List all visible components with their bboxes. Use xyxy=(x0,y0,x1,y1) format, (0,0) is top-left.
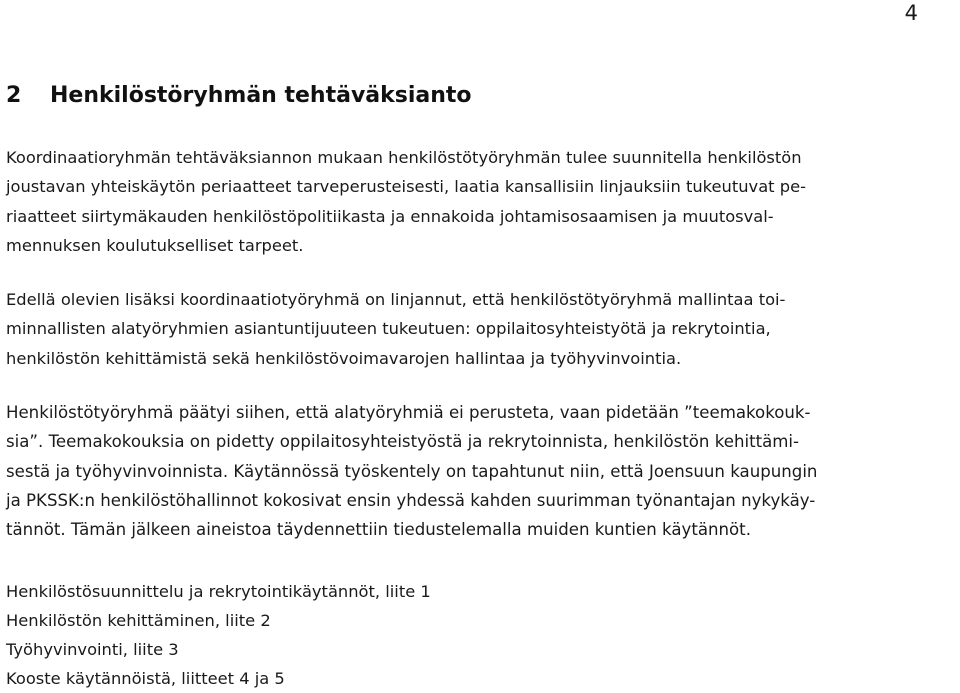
text-line: ja PKSSK:n henkilöstöhallinnot kokosivat ensin yhdessä kahden suurimman työnantajan nykykäy- xyxy=(6,490,816,510)
appendix-item: Kooste käytännöistä, liitteet 4 ja 5 xyxy=(6,669,285,688)
paragraph-3 xyxy=(6,398,956,544)
section-title: Henkilöstöryhmän tehtäväksianto xyxy=(50,83,472,108)
paragraph-2 xyxy=(6,285,956,373)
text-line: henkilöstön kehittämistä sekä henkilöstövoimavarojen hallintaa ja työhyvinvointia. xyxy=(6,348,682,368)
text-line: minnallisten alatyöryhmien asiantuntijuuteen tukeutuen: oppilaitosyhteistyötä ja rekrytointia, xyxy=(6,319,771,339)
text-line: sestä ja työhyvinvoinnista. Käytännössä työskentely on tapahtunut niin, että Joensuun kaupungin xyxy=(6,461,818,481)
page-number: 4 xyxy=(904,1,918,25)
text-line: mennuksen koulutukselliset tarpeet. xyxy=(6,235,304,255)
paragraph-1 xyxy=(6,143,956,260)
text-line: joustavan yhteiskäytön periaatteet tarveperusteisesti, laatia kansallisiin linjauksiin tukeutuvat pe- xyxy=(6,177,806,197)
text-line: riaatteet siirtymäkauden henkilöstöpolitiikasta ja ennakoida johtamisosaamisen ja muutosval- xyxy=(6,206,774,226)
appendix-item: Henkilöstön kehittäminen, liite 2 xyxy=(6,611,271,630)
text-line: tännöt. Tämän jälkeen aineistoa täydennettiin tiedustelemalla muiden kuntien käytännöt. xyxy=(6,520,751,540)
text-line: Edellä olevien lisäksi koordinaatiotyöryhmä on linjannut, että henkilöstötyöryhmä mallintaa toi- xyxy=(6,290,786,309)
appendix-item: Henkilöstösuunnittelu ja rekrytointikäytännöt, liite 1 xyxy=(6,582,431,601)
text-line: Henkilöstötyöryhmä päätyi siihen, että alatyöryhmiä ei perusteta, vaan pidetään ”teemakokouk- xyxy=(6,403,811,422)
appendix-list xyxy=(6,577,956,693)
text-line: sia”. Teemakokouksia on pidetty oppilaitosyhteistyöstä ja rekrytoinnista, henkilöstön kehittämi- xyxy=(6,432,800,452)
section-heading xyxy=(6,81,472,111)
text-line: Koordinaatioryhmän tehtäväksiannon mukaan henkilöstötyöryhmän tulee suunnitella henkilöstön xyxy=(6,148,802,167)
appendix-item: Työhyvinvointi, liite 3 xyxy=(6,640,179,659)
section-number: 2 xyxy=(6,83,22,108)
